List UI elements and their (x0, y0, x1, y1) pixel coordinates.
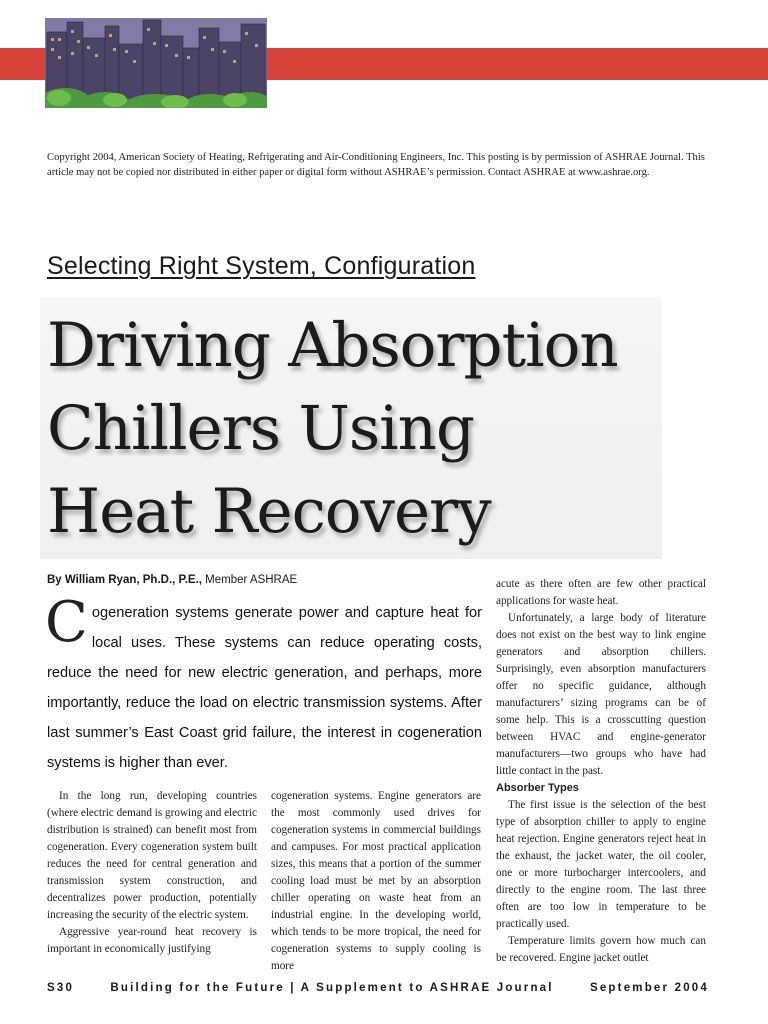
author-name: By William Ryan, Ph.D., P.E., (47, 574, 202, 586)
author-membership: Member ASHRAE (201, 574, 298, 586)
byline (47, 574, 297, 586)
body-column-2 (271, 788, 481, 975)
lead-text: ogeneration systems generate power and capture heat for local uses. These systems can reduce operating costs, reduce the need for new electric generation, and perhaps, more importantly, reduce the load on electric transmission systems. After last summer’s East Coast grid failure, the interest in cogeneration systems is higher than ever. (47, 605, 482, 771)
paragraph: Unfortunately, a large body of literature does not exist on the best way to link engine generators and absorption chillers. Surprisingly, even absorption manufacturers offer no specific guidance, although manufacturers’ sizing programs can be of some help. This is a crosscutting question between HVAC and engine-generator manufacturers—two groups who have had little contact in the past. (496, 612, 706, 777)
drop-cap: C (45, 590, 88, 655)
title-line-3: Heat Recovery (47, 476, 491, 547)
section-heading: Absorber Types (496, 782, 579, 794)
paragraph: cogeneration systems. Engine generators are the most commonly used drives for cogeneration systems in commercial buildings and campuses. For most practical application sizes, this means that a portion of the summer cooling load must be met by an absorption chiller operating on waste heat from an industrial engine. In the developing world, which tends to be more tropical, the need for cogeneration systems to supply cooling is more (271, 790, 481, 972)
article-title (47, 304, 657, 553)
cityscape-illustration (45, 18, 267, 108)
body-column-1 (47, 788, 257, 958)
paragraph: In the long run, developing countries (where electric demand is growing and electric distribution is strained) can benefit most from cogeneration. Every cogeneration system built reduces the need for central generation and transmission system construction, and decentralizes power production, potentially increasing the security of the electric system. (47, 790, 257, 921)
lead-paragraph (45, 590, 482, 778)
title-line-1: Driving Absorption (47, 310, 618, 381)
title-line-2: Chillers Using (47, 393, 474, 464)
article-kicker: Selecting Right System, Configuration (47, 252, 476, 280)
page-footer (47, 982, 709, 994)
copyright-notice: Copyright 2004, American Society of Heating, Refrigerating and Air-Conditioning Engineers, Inc. This posting is by permission of ASHRAE Journal. This article may not be copied nor distributed in either paper or digital form without ASHRAE’s permission. Contact ASHRAE at www.ashrae.org. (47, 152, 705, 178)
paragraph: Aggressive year-round heat recovery is important in economically justifying (47, 926, 257, 955)
publication-name: Building for the Future | A Supplement to ASHRAE Journal (110, 982, 554, 994)
issue-date: September 2004 (589, 982, 709, 994)
paragraph: Temperature limits govern how much can be recovered. Engine jacket outlet (496, 935, 706, 964)
paragraph: The first issue is the selection of the best type of absorption chiller to apply to engine heat rejection. Engine generators reject heat in the exhaust, the jacket water, the oil cooler, one or more turbocharger intercoolers, and directly to the engine room. The last three often are too low in temperature to be practically used. (496, 799, 706, 930)
paragraph: acute as there often are few other practical applications for waste heat. (496, 578, 706, 607)
body-column-3 (496, 576, 706, 967)
page-number: S30 (47, 982, 75, 994)
